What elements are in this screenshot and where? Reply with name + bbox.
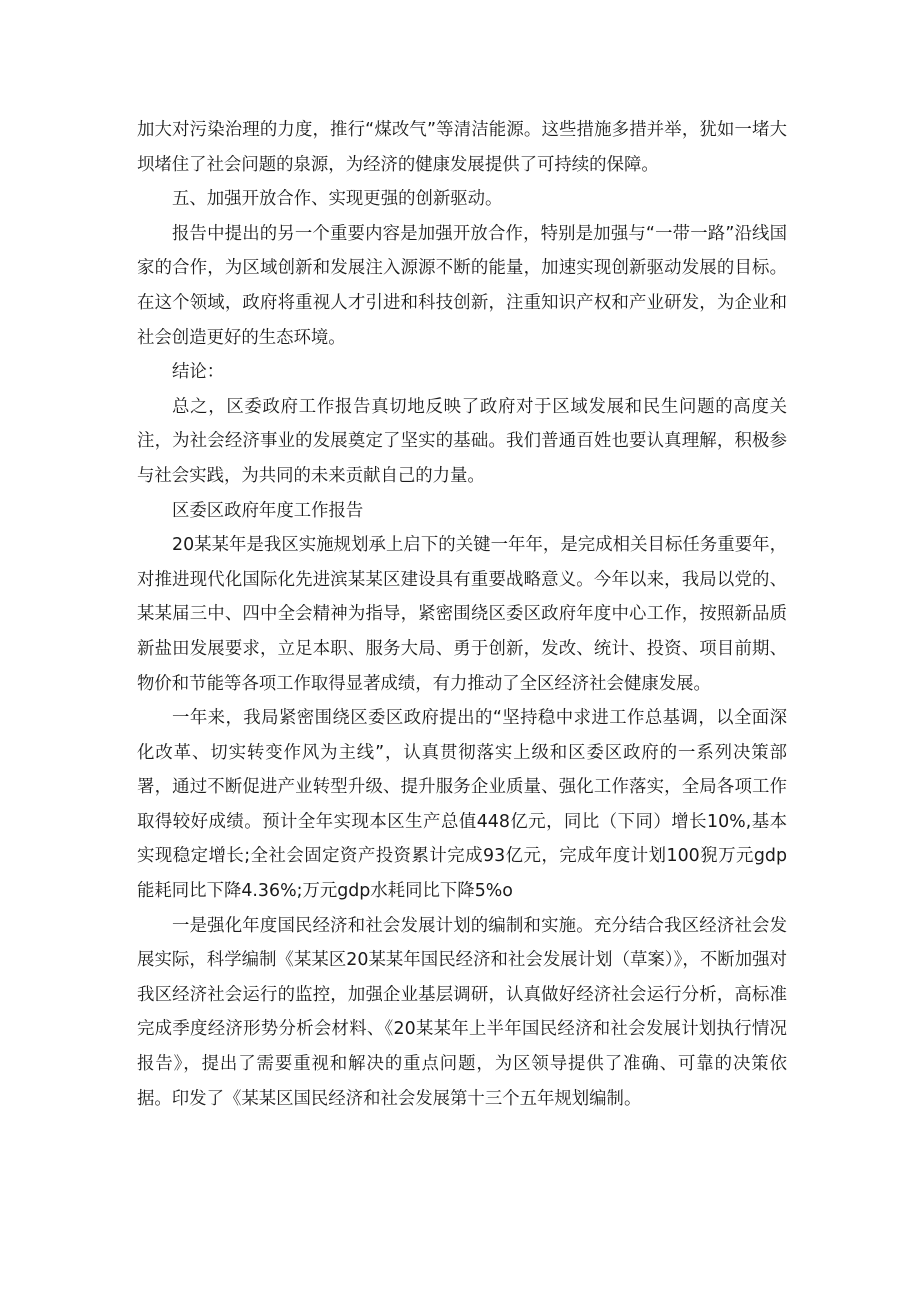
paragraph-conclusion: 总之，区委政府工作报告真切地反映了政府对于区域发展和民生问题的高度关注，为社会经济事业的发展奠定了坚实的基础。我们普通百姓也要认真理解，积极参与社会实践，为共同的未来贡献自己的力量。 [137,396,787,486]
document-body [137,113,787,1116]
paragraph-annual-results: 一年来，我局紧密围绕区委区政府提出的“坚持稳中求进工作总基调，以全面深化改革、切实转变作风为主线”，认真贯彻落实上级和区委区政府的一系列决策部署，通过不断促进产业转型升级、提升服务企业质量、强化工作落实，全局各项工作取得较好成绩。预计全年实现本区生产总值448亿元，同比（下同）增长10%,基本实现稳定增长;全社会固定资产投资累计完成93亿元，完成年度计划100猊万元gdp能耗同比下降4.36%;万元gdp水耗同比下降5%o [137,708,787,902]
conclusion-heading: 结论： [172,362,225,383]
paragraph-annual-overview: 20某某年是我区实施规划承上启下的关键一年年，是完成相关目标任务重要年，对推进现代化国际化先进滨某某区建设具有重要战略意义。今年以来，我局以党的、某某届三中、四中全会精神为指导，紧密围绕区委区政府年度中心工作，按照新品质新盐田发展要求，立足本职、服务大局、勇于创新，发改、统计、投资、项目前期、物价和节能等各项工作取得显著成绩，有力推动了全区经济社会健康发展。 [137,535,787,694]
report-title: 区委区政府年度工作报告 [172,500,364,521]
paragraph-plan-formulation: 一是强化年度国民经济和社会发展计划的编制和实施。充分结合我区经济社会发展实际，科学编制《某某区20某某年国民经济和社会发展计划（草案）》，不断加强对我区经济社会运行的监控，加强企业基层调研，认真做好经济社会运行分析，高标准完成季度经济形势分析会材料、《20某某年上半年国民经济和社会发展计划执行情况报告》，提出了需要重视和解决的重点问题，为区领导提供了准确、可靠的决策依据。印发了《某某区国民经济和社会发展第十三个五年规划编制。 [137,915,787,1109]
paragraph-open-cooperation: 报告中提出的另一个重要内容是加强开放合作，特别是加强与“一带一路”沿线国家的合作，为区域创新和发展注入源源不断的能量，加速实现创新驱动发展的目标。在这个领域，政府将重视人才引进和科技创新，注重知识产权和产业研发，为企业和社会创造更好的生态环境。 [137,223,787,348]
paragraph-pollution-continuation: 加大对污染治理的力度，推行“煤改气”等清洁能源。这些措施多措并举，犹如一堵大坝堵住了社会问题的泉源，为经济的健康发展提供了可持续的保障。 [137,120,787,175]
section-heading-open-cooperation: 五、加强开放合作、实现更强的创新驱动。 [172,189,503,210]
